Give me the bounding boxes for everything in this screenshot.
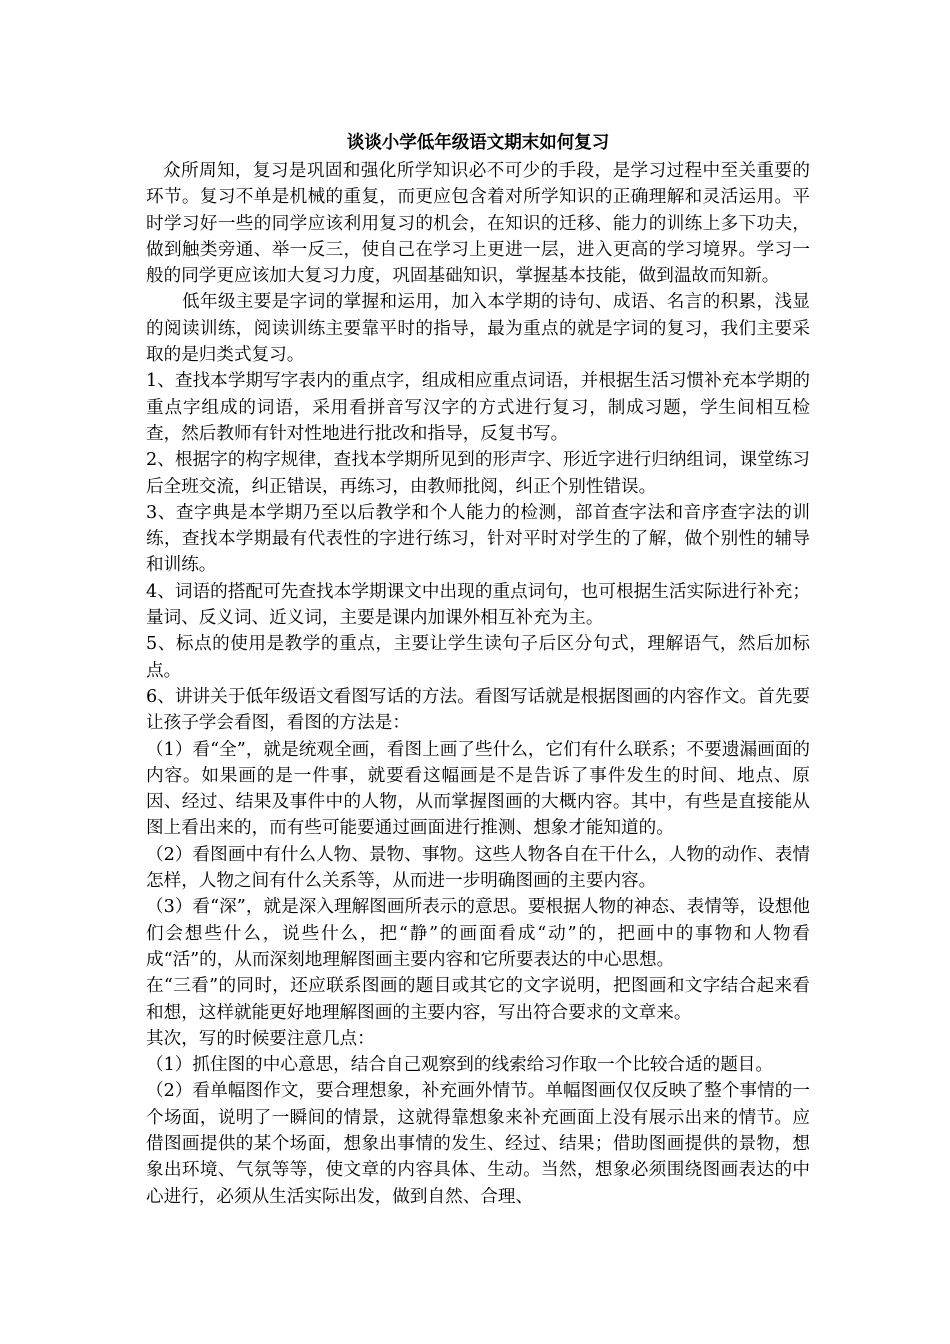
list-item-5: 5、标点的使用是教学的重点，主要让学生读句子后区分句式，理解语气，然后加标点。	[146, 634, 810, 681]
list-item-4: 4、词语的搭配可先查找本学期课文中出现的重点词句，也可根据生活实际进行补充；量词、反义词、近义词，主要是课内加课外相互补充为主。	[146, 581, 810, 629]
focus-paragraph: 低年级主要是字词的掌握和运用，加入本学期的诗句、成语、名言的积累，浅显的阅读训练，阅读训练主要靠平时的指导，最为重点的就是字词的复习，我们主要采取的是归类式复习。	[146, 292, 810, 366]
writing-notes-heading: 其次，写的时候要注意几点：	[146, 1028, 375, 1049]
three-views-paragraph: 在“三看”的同时，还应联系图画的题目或其它的文字说明，把图画和文字结合起来看和想，这样就能更好地理解图画的主要内容，写出符合要求的文章来。	[146, 976, 810, 1023]
view-method-2: （2）看图画中有什么人物、景物、事物。这些人物各自在干什么，人物的动作、表情怎样，人物之间有什么关系等，从而进一步明确图画的主要内容。	[146, 844, 810, 892]
intro-paragraph: 众所周知，复习是巩固和强化所学知识必不可少的手段，是学习过程中至关重要的环节。复习不单是机械的重复，而更应包含着对所学知识的正确理解和灵活运用。平时学习好一些的同学应该利用复习的机会，在知识的迁移、能力的训练上多下功夫，做到触类旁通、举一反三，使自己在学习上更进一层，进入更高的学习境界。学习一般的同学更应该加大复习力度，巩固基础知识，掌握基本技能，做到温故而知新。	[146, 161, 810, 287]
document-body	[146, 130, 810, 1210]
writing-note-2: （2）看单幅图作文，要合理想象，补充画外情节。单幅图画仅仅反映了整个事情的一个场面，说明了一瞬间的情景，这就得靠想象来补充画面上没有展示出来的情节。应借图画提供的某个场面，想象出事情的发生、经过、结果；借助图画提供的景物，想象出环境、气氛等等，使文章的内容具体、生动。当然，想象必须围绕图画表达的中心进行，必须从生活实际出发，做到自然、合理、	[146, 1081, 810, 1207]
writing-note-1: （1）抓住图的中心意思，结合自己观察到的线索给习作取一个比较合适的题目。	[146, 1055, 773, 1076]
view-method-1: （1）看“全”，就是统观全画，看图上画了些什么，它们有什么联系；不要遗漏画面的内容。如果画的是一件事，就要看这幅画是不是告诉了事件发生的时间、地点、原因、经过、结果及事件中的人物，从而掌握图画的大概内容。其中，有些是直接能从图上看出来的，而有些可能要通过画面进行推测、想象才能知道的。	[146, 739, 810, 839]
list-item-3: 3、查字典是本学期乃至以后教学和个人能力的检测，部首查字法和音序查字法的训练，查找本学期最有代表性的字进行练习，针对平时对学生的了解，做个别性的辅导和训练。	[146, 502, 810, 576]
list-item-1: 1、查找本学期写字表内的重点字，组成相应重点词语，并根据生活习惯补充本学期的重点字组成的词语，采用看拼音写汉字的方式进行复习，制成习题，学生间相互检查，然后教师有针对性地进行批改和指导，反复书写。	[146, 371, 810, 444]
list-item-2: 2、根据字的构字规律，查找本学期所见到的形声字、形近字进行归纳组词，课堂练习后全班交流，纠正错误，再练习，由教师批阅，纠正个别性错误。	[146, 450, 810, 497]
list-item-6: 6、讲讲关于低年级语文看图写话的方法。看图写话就是根据图画的内容作文。首先要让孩子学会看图，看图的方法是：	[146, 686, 810, 734]
view-method-3: （3）看“深”，就是深入理解图画所表示的意思。要根据人物的神态、表情等，设想他们会想些什么，说些什么，把“静”的画面看成“动”的，把画中的事物和人物看成“活”的，从而深刻地理解图画主要内容和它所要表达的中心思想。	[146, 897, 810, 970]
document-title: 谈谈小学低年级语文期末如何复习	[346, 133, 610, 153]
